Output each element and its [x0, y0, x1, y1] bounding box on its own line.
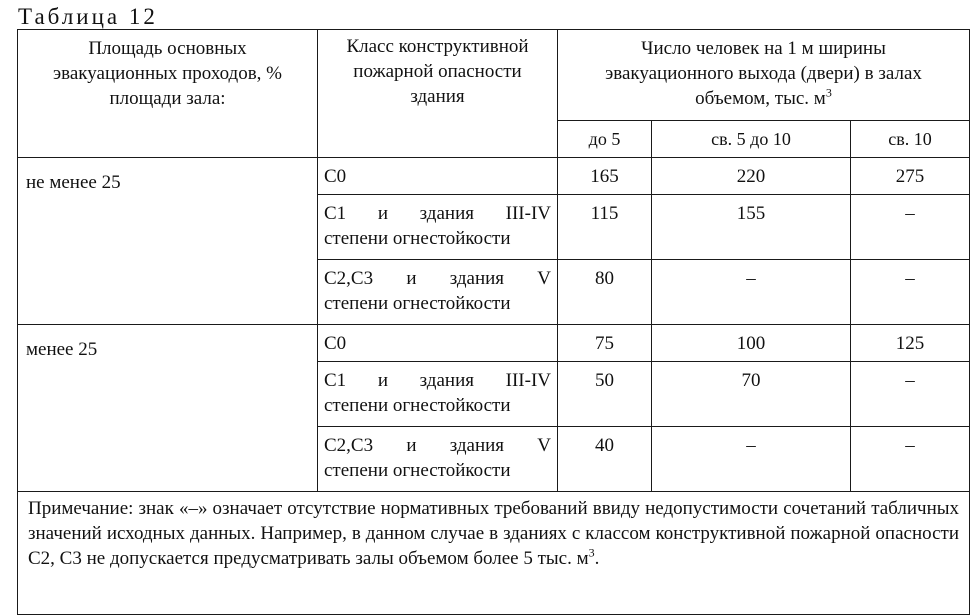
class-line-1: С2,С3 и здания V [324, 268, 551, 289]
value-cell: 125 [851, 325, 970, 362]
class-cell [318, 195, 558, 260]
value-cell: – [851, 427, 970, 492]
subheader-5-to-10: св. 5 до 10 [652, 121, 851, 158]
class-line-1: С1 и здания III-IV [324, 203, 551, 224]
table-caption: Таблица 12 [18, 4, 158, 29]
value-cell: – [652, 260, 851, 325]
header-class-line-2: пожарной опасности [353, 61, 522, 82]
table-row [18, 325, 970, 362]
class-line-2: степени огнестойкости [324, 293, 511, 314]
header-people-sup: 3 [825, 85, 832, 100]
value-cell: 220 [652, 158, 851, 195]
header-class-line-3: здания [410, 86, 465, 107]
value-cell: 80 [558, 260, 652, 325]
evacuation-table [17, 29, 970, 615]
note-text: Примечание: знак «–» означает отсутствие нормативных требований ввиду недопустимости сочетаний табличных значений исходных данных. Например, в данном случае в зданиях с классом конструктивной пожарной опасности С2, С3 не допускается предусматривать залы объемом более 5 тыс. м [28, 498, 959, 569]
value-cell: 165 [558, 158, 652, 195]
header-class [318, 30, 558, 158]
header-people-line-1: Число человек на 1 м ширины [641, 38, 886, 59]
note-row [18, 492, 970, 615]
header-people-line-3 [566, 86, 961, 111]
note-cell [18, 492, 970, 615]
class-line-2: степени огнестойкости [324, 460, 511, 481]
header-area: Площадь основных эвакуационных проходов, % площади зала: [18, 30, 318, 158]
header-people-line-3-text: объемом, тыс. м [695, 88, 826, 109]
value-cell: 275 [851, 158, 970, 195]
group-area-2: менее 25 [18, 325, 318, 492]
table-row [18, 158, 970, 195]
class-cell: С0 [318, 158, 558, 195]
header-class-line-1: Класс конструктивной [346, 36, 529, 57]
value-cell: – [652, 427, 851, 492]
value-cell: 75 [558, 325, 652, 362]
class-line-2: степени огнестойкости [324, 395, 511, 416]
class-line-1: С2,С3 и здания V [324, 435, 551, 456]
table-container [17, 29, 969, 615]
subheader-up-to-5: до 5 [558, 121, 652, 158]
class-line-2: степени огнестойкости [324, 228, 511, 249]
value-cell: 100 [652, 325, 851, 362]
value-cell: 70 [652, 362, 851, 427]
value-cell: 40 [558, 427, 652, 492]
class-cell [318, 362, 558, 427]
class-line-1: С1 и здания III-IV [324, 370, 551, 391]
note-end: . [594, 548, 600, 569]
note-sup: 3 [588, 545, 595, 560]
class-cell [318, 260, 558, 325]
class-cell [318, 427, 558, 492]
value-cell: 155 [652, 195, 851, 260]
header-people [558, 30, 970, 121]
value-cell: 50 [558, 362, 652, 427]
group-area-1: не менее 25 [18, 158, 318, 325]
value-cell: 115 [558, 195, 652, 260]
value-cell: – [851, 260, 970, 325]
class-cell: С0 [318, 325, 558, 362]
subheader-over-10: св. 10 [851, 121, 970, 158]
value-cell: – [851, 195, 970, 260]
value-cell: – [851, 362, 970, 427]
header-row [18, 30, 970, 121]
header-people-line-2: эвакуационного выхода (двери) в залах [605, 63, 922, 84]
